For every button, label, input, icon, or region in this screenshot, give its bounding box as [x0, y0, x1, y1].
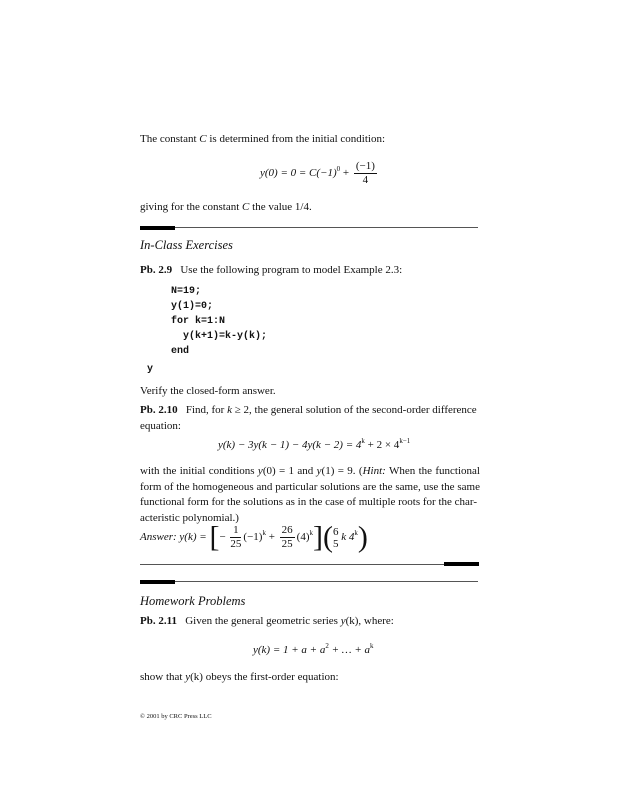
fraction: $\frac{1}{25}$ [230, 524, 242, 550]
section-end-marker-bar [444, 562, 479, 566]
section-rule [175, 227, 478, 228]
matlab-code-line-2: y(1)=0; [171, 301, 214, 312]
fraction: $\frac{26}{25}$ [281, 524, 293, 550]
verify-instruction: Verify the closed-form answer. [140, 385, 276, 397]
matlab-code-line-4: y(k+1)=k-y(k); [171, 331, 268, 342]
initial-condition-equation: $y(0) = 0 = C(-1)^0$ + $\frac{(-1)}{4}$ [260, 160, 375, 186]
constant-value-paragraph: giving for the constant C the value 1/4. [140, 201, 312, 213]
answer-equation: Answer: y(k) = [− $\frac{1}{25}$ $(-1)^k$ + $\frac{26}{25}$ $(4)^k$]( 6 5 k 4$^k$) [140, 520, 368, 554]
fraction-no-bar: 6 5 [332, 525, 339, 550]
section-heading-in-class-exercises: In-Class Exercises [140, 238, 233, 252]
first-order-equation-paragraph: show that y(k) obeys the first-order equation: [140, 671, 339, 683]
copyright-footer: © 2001 by CRC Press LLC [140, 713, 212, 720]
initial-condition-paragraph: The constant C is determined from the initial condition: [140, 133, 386, 145]
section-marker-bar [140, 226, 175, 230]
matlab-code-line-3: for k=1:N [171, 316, 226, 327]
section-marker-bar [140, 580, 175, 584]
fraction: $\frac{(-1)}{4}$ [355, 160, 375, 186]
matlab-code-line-1: N=19; [171, 286, 202, 297]
section-end-rule [140, 564, 444, 565]
problem-2-10: Pb. 2.10 Find, for k ≥ 2, the general solution of the second-order difference equation: [140, 404, 477, 432]
difference-equation: $y(k) - 3y(k - 1) - 4y(k - 2) = 4^k + 2 \times 4^{k-1}$ [218, 437, 411, 451]
geometric-series-equation: $y(k) = 1 + a + a^2$ + … + $a^k$ [253, 642, 374, 656]
section-heading-homework-problems: Homework Problems [140, 594, 246, 608]
problem-2-9: Pb. 2.9 Use the following program to model Example 2.3: [140, 264, 403, 276]
matlab-code-line-5: end [171, 346, 190, 357]
section-rule [175, 581, 478, 582]
initial-conditions-paragraph: with the initial conditions y(0) = 1 and y(1) = 9. (Hint: When the functional form of the homogeneous and particular solutions are the same, use the same functional form for the solutions as in the case of multiple roots for the char- acteristic polynomial.) [140, 465, 480, 524]
problem-2-11: Pb. 2.11 Given the general geometric series y(k), where: [140, 615, 394, 627]
matlab-code-line-6: y [147, 364, 154, 375]
